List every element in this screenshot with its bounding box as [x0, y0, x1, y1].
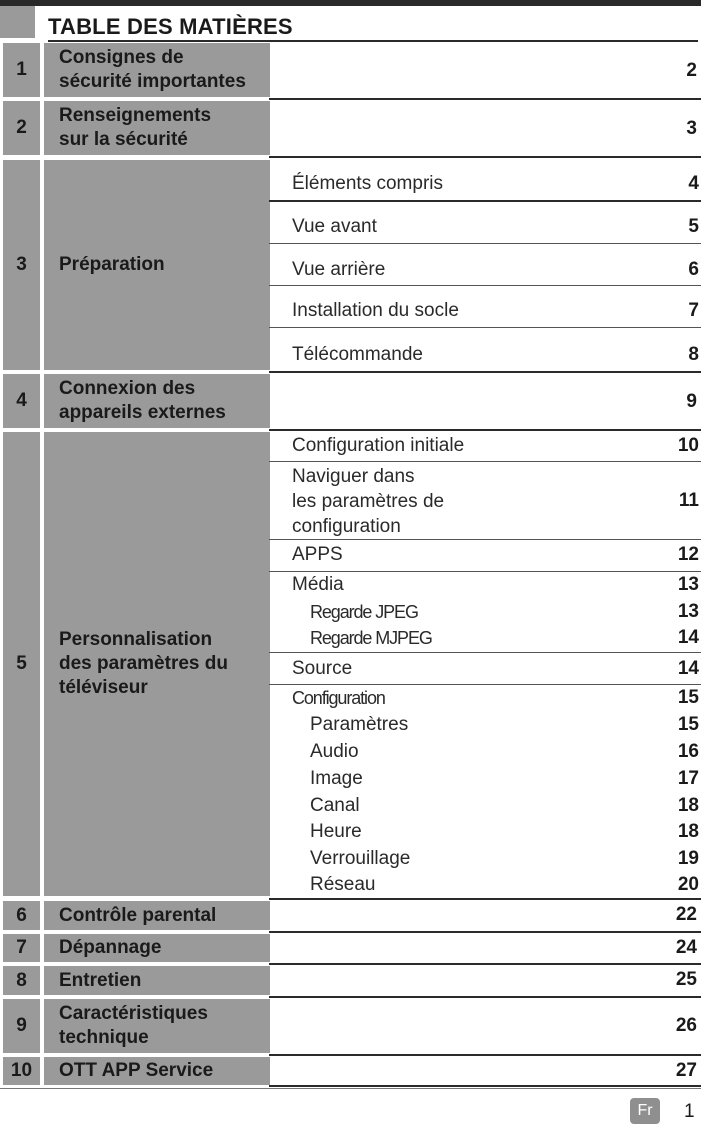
- divider: [269, 1085, 701, 1087]
- toc-item: Configuration 15: [292, 687, 699, 708]
- section-number: 8: [3, 966, 40, 995]
- divider: [269, 371, 701, 373]
- toc-item: Réseau 20: [310, 874, 699, 895]
- section-title: Entretien: [44, 966, 270, 995]
- section-title: Consignes de sécurité importantes: [44, 43, 270, 97]
- toc-section-6: [3, 901, 699, 930]
- footer-rule: [0, 1088, 701, 1089]
- section-title: Renseignements sur la sécurité: [44, 101, 270, 155]
- toc-section-4: [3, 374, 699, 428]
- section-number: 9: [3, 999, 40, 1053]
- divider: [269, 963, 701, 965]
- divider: [269, 327, 701, 328]
- section-page: 27: [675, 1060, 697, 1081]
- section-number: 4: [3, 374, 40, 428]
- section-page: 9: [686, 391, 697, 412]
- top-rule: [0, 0, 701, 6]
- toc-item: Audio 16: [310, 741, 699, 762]
- toc-item: Naviguer dans les paramètres de configuration 11: [292, 465, 699, 537]
- toc-item: Télécommande 8: [292, 344, 699, 365]
- toc-item: Installation du socle 7: [292, 300, 699, 321]
- section-number: 3: [3, 160, 40, 370]
- section-page: 24: [675, 937, 697, 958]
- toc-item: Paramètres 15: [310, 714, 699, 735]
- toc-item: Vue avant 5: [292, 216, 699, 237]
- divider: [269, 285, 701, 286]
- divider: [269, 996, 701, 998]
- divider: [269, 652, 701, 653]
- header-marker: [0, 6, 35, 38]
- section-number: 5: [3, 432, 40, 896]
- divider: [269, 243, 701, 244]
- divider: [269, 156, 701, 158]
- divider: [269, 539, 701, 540]
- divider: [269, 461, 701, 462]
- toc-section-8: [3, 966, 699, 995]
- page-title: TABLE DES MATIÈRES: [48, 14, 293, 39]
- divider: [269, 898, 701, 900]
- section-title: Préparation: [44, 160, 270, 370]
- section-page: 2: [686, 60, 697, 81]
- toc-item: Regarde JPEG 13: [310, 601, 699, 622]
- divider: [269, 1054, 701, 1056]
- language-badge: Fr: [630, 1098, 660, 1124]
- section-number: 10: [3, 1057, 40, 1085]
- toc-item: Canal 18: [310, 795, 699, 816]
- toc-item: APPS 12: [292, 544, 699, 565]
- section-page: 3: [686, 118, 697, 139]
- toc-section-10: [3, 1057, 699, 1085]
- title-rule: [48, 40, 698, 42]
- toc-section-7: [3, 934, 699, 962]
- toc-item: Éléments compris 4: [292, 173, 699, 194]
- divider: [269, 931, 701, 933]
- section-page: 26: [675, 1015, 697, 1036]
- toc-item: Source 14: [292, 658, 699, 679]
- section-title: Connexion des appareils externes: [44, 374, 270, 428]
- section-title: Personnalisation des paramètres du téléviseur: [44, 432, 270, 896]
- section-number: 7: [3, 934, 40, 962]
- section-page: 25: [675, 969, 697, 990]
- toc-item: Configuration initiale 10: [292, 435, 699, 456]
- toc-section-9: [3, 999, 699, 1053]
- section-number: 1: [3, 43, 40, 97]
- section-page: 22: [675, 904, 697, 925]
- section-title: OTT APP Service: [44, 1057, 270, 1085]
- divider: [269, 98, 701, 100]
- toc-item: Verrouillage 19: [310, 848, 699, 869]
- divider: [269, 684, 701, 685]
- divider: [269, 571, 701, 572]
- section-number: 2: [3, 101, 40, 155]
- page-number: 1: [684, 1101, 695, 1122]
- section-title: Dépannage: [44, 934, 270, 962]
- divider: [269, 200, 701, 202]
- toc-item: Vue arrière 6: [292, 259, 699, 280]
- toc-section-1: [3, 43, 699, 97]
- section-title: Contrôle parental: [44, 901, 270, 930]
- toc-item: Heure 18: [310, 821, 699, 842]
- section-title: Caractéristiques technique: [44, 999, 270, 1053]
- section-number: 6: [3, 901, 40, 930]
- toc-item: Image 17: [310, 768, 699, 789]
- divider: [269, 429, 701, 431]
- toc-section-2: [3, 101, 699, 155]
- toc-item: Regarde MJPEG 14: [310, 627, 699, 648]
- toc-item: Média 13: [292, 574, 699, 595]
